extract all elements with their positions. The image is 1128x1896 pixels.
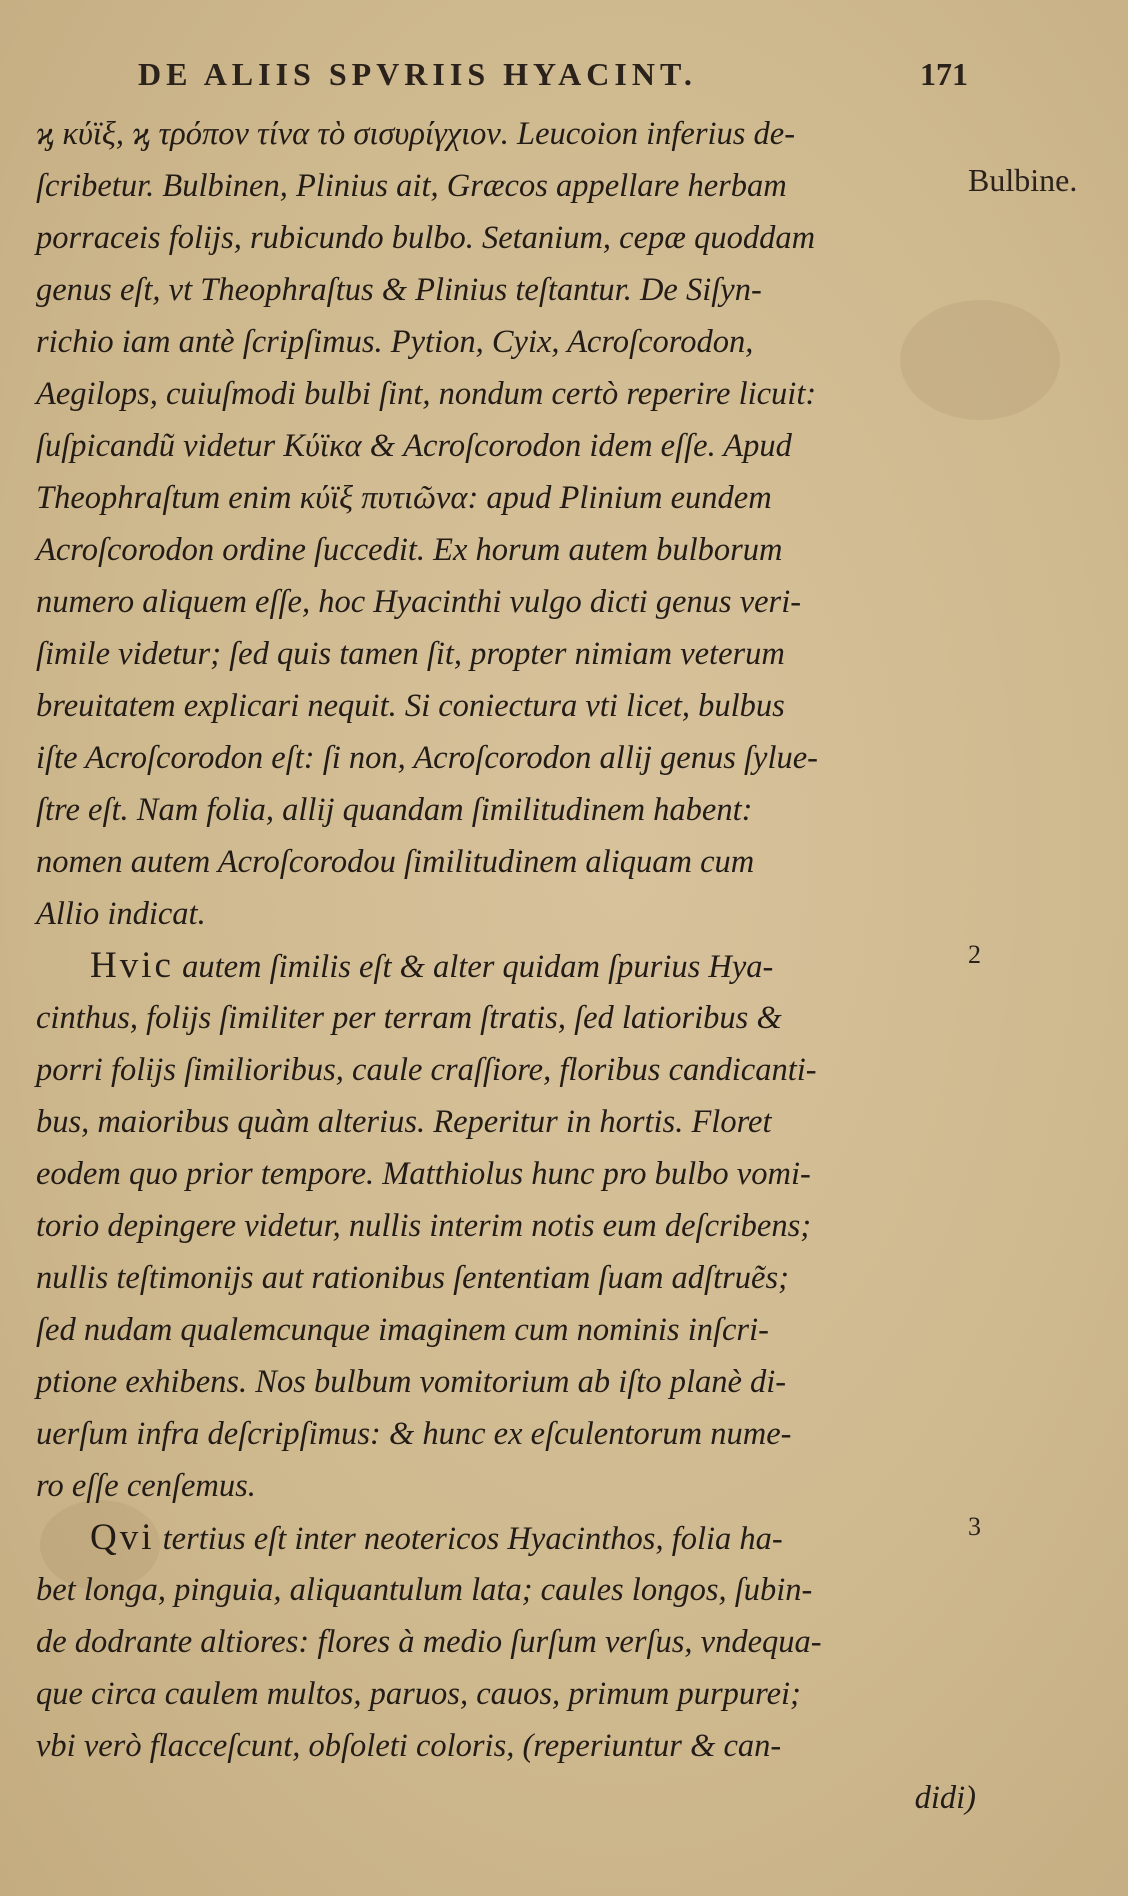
text-line: ſuſpicandũ videtur Κύϊκα & Acroſcorodon idem eſſe. Apud: [36, 428, 792, 464]
text-line: ptione exhibens. Nos bulbum vomitorium ab iſto planè di-: [36, 1364, 787, 1400]
text-line: uerſum infra deſcripſimus: & hunc ex eſculentorum nume-: [36, 1416, 792, 1452]
text-line: ro eſſe cenſemus.: [36, 1468, 256, 1504]
text-line: ſcribetur. Bulbinen, Plinius ait, Græcos appellare herbam: [36, 168, 787, 204]
running-title: DE ALIIS SPVRIIS HYACINT.: [138, 56, 697, 92]
text-line: ϗ κύϊξ, ϗ τρόπον τίνα τὸ σισυρίγχιον. Leucoion inferius de-: [36, 116, 796, 152]
running-head: [138, 56, 968, 100]
text-line: iſte Acroſcorodon eſt: ſi non, Acroſcorodon allij genus ſylue-: [36, 740, 818, 776]
text-line: torio depingere videtur, nullis interim notis eum deſcribens;: [36, 1208, 812, 1244]
margin-note-number: 2: [968, 940, 981, 969]
text-line: ſed nudam qualemcunque imaginem cum nominis inſcri-: [36, 1312, 769, 1348]
text-line: nomen autem Acroſcorodou ſimilitudinem aliquam cum: [36, 844, 755, 880]
text-line: Aegilops, cuiuſmodi bulbi ſint, nondum certò reperire licuit:: [36, 376, 817, 412]
text-line: numero aliquem eſſe, hoc Hyacinthi vulgo dicti genus veri-: [36, 584, 802, 620]
text-line: eodem quo prior tempore. Matthiolus hunc pro bulbo vomi-: [36, 1156, 811, 1192]
text-line: de dodrante altiores: flores à medio ſurſum verſus, vndequa-: [36, 1624, 822, 1660]
body-text: [36, 108, 976, 1824]
text-line: porraceis folijs, rubicundo bulbo. Setanium, cepæ quoddam: [36, 220, 816, 256]
page-number: 171: [920, 56, 968, 92]
text-line: richio iam antè ſcripſimus. Pytion, Cyix, Acroſcorodon,: [36, 324, 754, 360]
text-line: Allio indicat.: [36, 896, 206, 932]
margin-note-bulbine: Bulbine.: [968, 162, 1078, 198]
catchword-line: didi): [914, 1780, 976, 1816]
text-line: ſtre eſt. Nam folia, allij quandam ſimilitudinem habent:: [36, 792, 753, 828]
text-line: que circa caulem multos, paruos, cauos, primum purpurei;: [36, 1676, 801, 1712]
text-line: bus, maioribus quàm alterius. Reperitur in hortis. Floret: [36, 1104, 772, 1140]
paragraph-initial: Hvic: [90, 945, 174, 986]
text-line: Theophraſtum enim κύϊξ πυτιῶνα: apud Plinium eundem: [36, 480, 772, 516]
text-line: vbi verò flacceſcunt, obſoleti coloris, (reperiuntur & can-: [36, 1728, 782, 1764]
paragraph-start-line: Hvic autem ſimilis eſt & alter quidam ſpurius Hya-: [90, 945, 774, 986]
paragraph-initial: Qvi: [90, 1517, 155, 1558]
paragraph-start-line: Qvi tertius eſt inter neotericos Hyacinthos, folia ha-: [90, 1517, 783, 1558]
text-line: nullis teſtimonijs aut rationibus ſententiam ſuam adſtruẽs;: [36, 1260, 789, 1296]
text-line: genus eſt, vt Theophraſtus & Plinius teſtantur. De Siſyn-: [36, 272, 762, 308]
text-line: Acroſcorodon ordine ſuccedit. Ex horum autem bulborum: [36, 532, 783, 568]
text-line: breuitatem explicari nequit. Si coniectura vti licet, bulbus: [36, 688, 785, 724]
margin-note-number: 3: [968, 1512, 981, 1541]
text-line: ſimile videtur; ſed quis tamen ſit, propter nimiam veterum: [36, 636, 785, 672]
text-line: porri folijs ſimilioribus, caule craſſiore, floribus candicanti-: [36, 1052, 817, 1088]
text-line: bet longa, pinguia, aliquantulum lata; caules longos, ſubin-: [36, 1572, 813, 1608]
text-line: cinthus, folijs ſimiliter per terram ſtratis, ſed latioribus &: [36, 1000, 782, 1036]
